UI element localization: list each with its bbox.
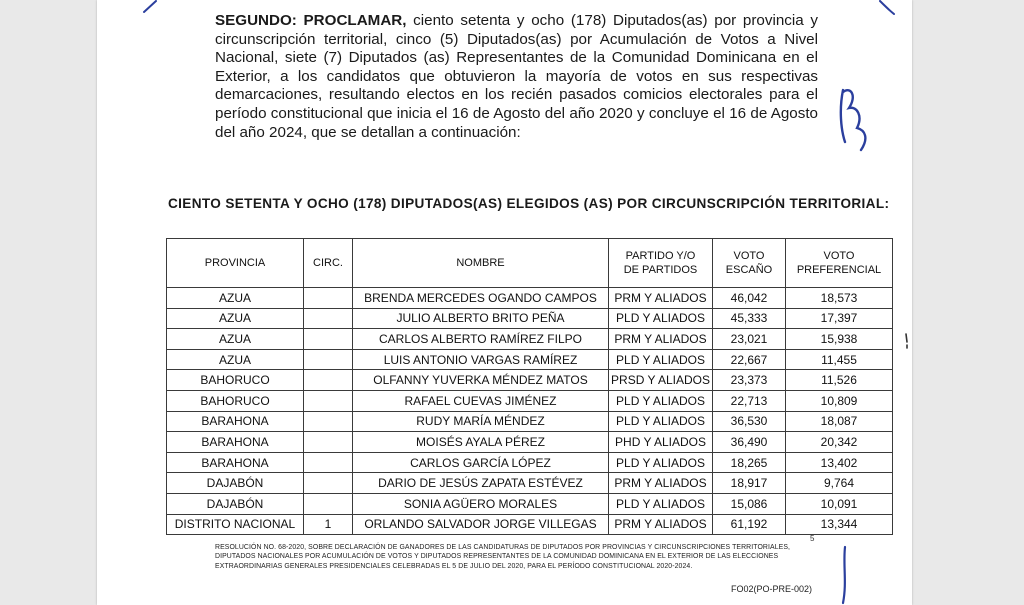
cell-voto-escano: 22,667	[713, 349, 786, 370]
table-row	[167, 370, 893, 391]
cell-circ	[304, 288, 353, 309]
cell-provincia: AZUA	[167, 329, 304, 350]
cell-nombre: DARIO DE JESÚS ZAPATA ESTÉVEZ	[353, 473, 609, 494]
cell-provincia: BARAHONA	[167, 411, 304, 432]
cell-voto-escano: 61,192	[713, 514, 786, 535]
cell-provincia: BAHORUCO	[167, 390, 304, 411]
cell-nombre: JULIO ALBERTO BRITO PEÑA	[353, 308, 609, 329]
margin-mark-icon	[903, 332, 911, 350]
document-page	[97, 0, 912, 605]
signature-stroke-bottom-icon	[833, 545, 857, 605]
cell-voto-preferencial: 13,344	[786, 514, 893, 535]
cell-circ	[304, 493, 353, 514]
cell-voto-escano: 45,333	[713, 308, 786, 329]
cell-circ	[304, 432, 353, 453]
cell-provincia: BAHORUCO	[167, 370, 304, 391]
header-circ: CIRC.	[304, 239, 353, 288]
cell-nombre: SONIA AGÜERO MORALES	[353, 493, 609, 514]
cell-provincia: BARAHONA	[167, 432, 304, 453]
header-voto-escano: VOTO ESCAÑO	[713, 239, 786, 288]
cell-voto-preferencial: 18,573	[786, 288, 893, 309]
signature-stroke-top-right-icon	[877, 0, 897, 16]
cell-provincia: DISTRITO NACIONAL	[167, 514, 304, 535]
cell-nombre: RUDY MARÍA MÉNDEZ	[353, 411, 609, 432]
deputies-table	[166, 238, 893, 535]
cell-voto-escano: 18,265	[713, 452, 786, 473]
cell-provincia: AZUA	[167, 349, 304, 370]
header-partido: PARTIDO Y/O DE PARTIDOS	[609, 239, 713, 288]
cell-partido: PLD Y ALIADOS	[609, 308, 713, 329]
footer-resolution-text: RESOLUCIÓN NO. 68-2020, SOBRE DECLARACIÓN DE GANADORES DE LAS CANDIDATURAS DE DIPUTADOS POR PROVINCIAS Y CIRCUNSCRIPCIONES TERRITORIALES, DIPUTADOS NACIONALES POR ACUMULACIÓN DE VOTOS Y DIPUTADOS REPRESENTANTES DE LA COMUNIDAD DOMINICANA EN EL EXTERIOR DE LAS ELECCIONES EXTRAORDINARIAS GENERALES PRESIDENCIALES CELEBRADAS EL 5 DE JULIO DEL 2020, PARA EL PERÍODO CONSTITUCIONAL 2020-2024.	[215, 544, 791, 570]
table-row	[167, 473, 893, 494]
handwritten-initials-icon	[835, 80, 875, 160]
cell-voto-preferencial: 15,938	[786, 329, 893, 350]
table-row	[167, 514, 893, 535]
table-row	[167, 452, 893, 473]
cell-nombre: MOISÉS AYALA PÉREZ	[353, 432, 609, 453]
cell-voto-escano: 18,917	[713, 473, 786, 494]
table-header-row	[167, 239, 893, 288]
cell-partido: PLD Y ALIADOS	[609, 390, 713, 411]
section-heading: CIENTO SETENTA Y OCHO (178) DIPUTADOS(AS) ELEGIDOS (AS) POR CIRCUNSCRIPCIÓN TERRITORIAL:	[168, 196, 890, 211]
cell-circ	[304, 370, 353, 391]
cell-circ	[304, 411, 353, 432]
signature-stroke-top-left-icon	[142, 0, 160, 14]
cell-provincia: AZUA	[167, 308, 304, 329]
cell-partido: PRM Y ALIADOS	[609, 288, 713, 309]
cell-nombre: CARLOS ALBERTO RAMÍREZ FILPO	[353, 329, 609, 350]
cell-voto-escano: 15,086	[713, 493, 786, 514]
cell-voto-preferencial: 11,455	[786, 349, 893, 370]
cell-circ	[304, 390, 353, 411]
cell-voto-escano: 36,490	[713, 432, 786, 453]
proclamation-lead: SEGUNDO: PROCLAMAR,	[215, 12, 407, 29]
table-row	[167, 329, 893, 350]
table-row	[167, 411, 893, 432]
cell-voto-preferencial: 10,091	[786, 493, 893, 514]
cell-nombre: CARLOS GARCÍA LÓPEZ	[353, 452, 609, 473]
cell-nombre: RAFAEL CUEVAS JIMÉNEZ	[353, 390, 609, 411]
cell-provincia: AZUA	[167, 288, 304, 309]
cell-circ	[304, 349, 353, 370]
form-code: FO02(PO-PRE-002)	[731, 584, 813, 594]
cell-voto-escano: 23,021	[713, 329, 786, 350]
cell-nombre: BRENDA MERCEDES OGANDO CAMPOS	[353, 288, 609, 309]
cell-partido: PRM Y ALIADOS	[609, 514, 713, 535]
cell-partido: PLD Y ALIADOS	[609, 349, 713, 370]
cell-partido: PLD Y ALIADOS	[609, 452, 713, 473]
cell-circ: 1	[304, 514, 353, 535]
cell-partido: PLD Y ALIADOS	[609, 493, 713, 514]
proclamation-body: ciento setenta y ocho (178) Diputados(as) por provincia y circunscripción territorial, cinco (5) Diputados(as) por Acumulación de Votos a Nivel Nacional, siete (7) Diputados (as) Representantes de la Comunidad Dominicana en el Exterior, a los candidatos que obtuvieron la mayoría de votos en sus respectivas demarcaciones, resultando electos en los recién pasados comicios electorales para el período constitucional que inicia el 16 de Agosto del año 2020 y concluye el 16 de Agosto del año 2024, que se detallan a continuación:	[215, 12, 818, 141]
page-number: 5	[810, 534, 815, 543]
cell-voto-preferencial: 13,402	[786, 452, 893, 473]
cell-circ	[304, 308, 353, 329]
cell-partido: PLD Y ALIADOS	[609, 411, 713, 432]
cell-circ	[304, 329, 353, 350]
table-row	[167, 493, 893, 514]
cell-voto-preferencial: 9,764	[786, 473, 893, 494]
cell-voto-preferencial: 18,087	[786, 411, 893, 432]
cell-nombre: OLFANNY YUVERKA MÉNDEZ MATOS	[353, 370, 609, 391]
cell-voto-escano: 22,713	[713, 390, 786, 411]
cell-circ	[304, 452, 353, 473]
cell-voto-preferencial: 20,342	[786, 432, 893, 453]
table-row	[167, 432, 893, 453]
cell-voto-escano: 36,530	[713, 411, 786, 432]
cell-voto-preferencial: 17,397	[786, 308, 893, 329]
cell-voto-preferencial: 10,809	[786, 390, 893, 411]
proclamation-paragraph	[215, 12, 818, 142]
table-row	[167, 390, 893, 411]
cell-partido: PRM Y ALIADOS	[609, 473, 713, 494]
cell-partido: PHD Y ALIADOS	[609, 432, 713, 453]
table-row	[167, 349, 893, 370]
table-row	[167, 288, 893, 309]
cell-partido: PRSD Y ALIADOS	[609, 370, 713, 391]
cell-voto-escano: 23,373	[713, 370, 786, 391]
table-row	[167, 308, 893, 329]
cell-provincia: BARAHONA	[167, 452, 304, 473]
cell-nombre: ORLANDO SALVADOR JORGE VILLEGAS	[353, 514, 609, 535]
header-provincia: PROVINCIA	[167, 239, 304, 288]
cell-voto-preferencial: 11,526	[786, 370, 893, 391]
header-nombre: NOMBRE	[353, 239, 609, 288]
cell-nombre: LUIS ANTONIO VARGAS RAMÍREZ	[353, 349, 609, 370]
header-voto-preferencial: VOTO PREFERENCIAL	[786, 239, 893, 288]
cell-partido: PRM Y ALIADOS	[609, 329, 713, 350]
cell-voto-escano: 46,042	[713, 288, 786, 309]
cell-circ	[304, 473, 353, 494]
cell-provincia: DAJABÓN	[167, 493, 304, 514]
cell-provincia: DAJABÓN	[167, 473, 304, 494]
